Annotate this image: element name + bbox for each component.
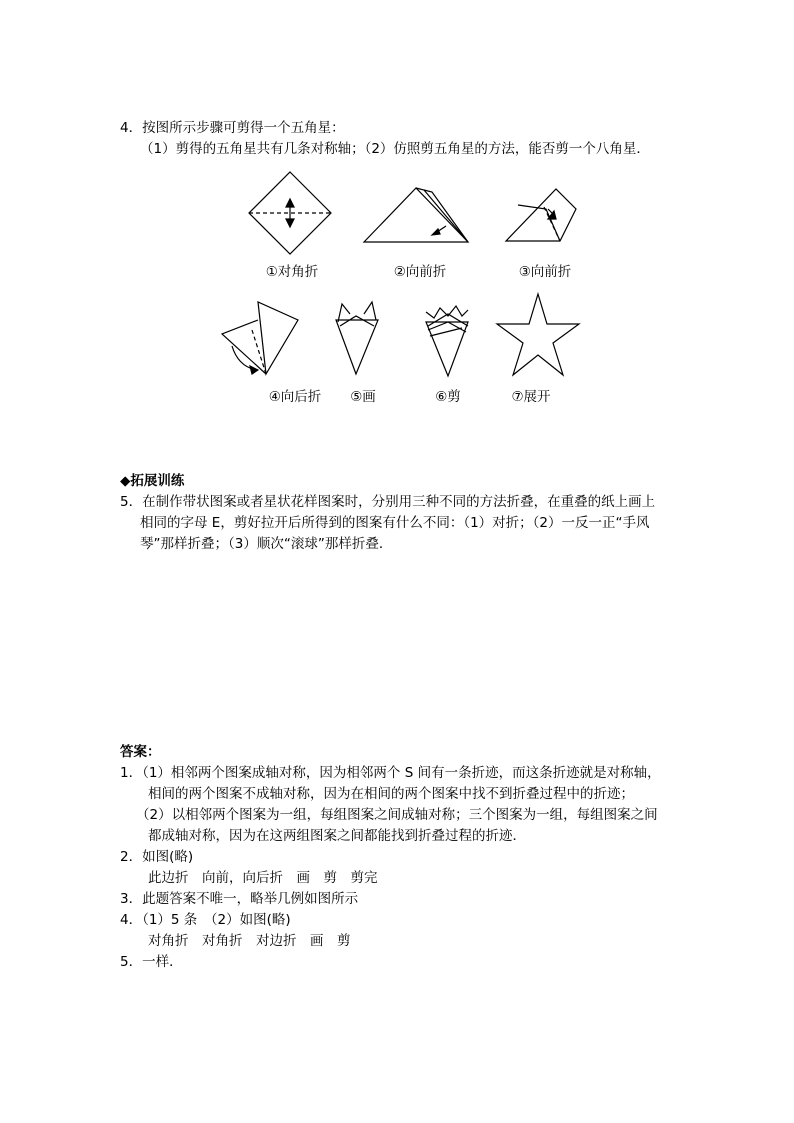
caption-step7: ⑦展开 [511,389,551,405]
fold-step1-figure [248,171,332,255]
q4-line1: 4．按图所示步骤可剪得一个五角星： [120,120,345,136]
extension-heading: ◆拓展训练 [120,473,185,489]
fold-step5-figure [334,300,380,376]
q5-line1: 5．在制作带状图案或者星状花样图案时，分别用三种不同的方法折叠，在重叠的纸上画上 [120,494,656,510]
q5-line3: 琴”那样折叠；（3）顺次“滚球”那样折叠． [140,536,393,552]
q5-line2: 相同的字母 E，剪好拉开后所得到的图案有什么不同：（1）对折；（2）一反一正“手风 [140,515,650,531]
answer2-line2: 此边折 向前，向后折 画 剪 剪完 [148,870,378,886]
caption-step2: ②向前折 [393,264,447,280]
fold-step4-figure [218,300,300,376]
answer1-line1: 1．（1）相邻两个图案成轴对称，因为相邻两个 S 间有一条折迹，而这条折迹就是对称轴， [120,765,661,781]
fold-step6-figure [422,302,472,378]
answer2-line1: 2．如图(略) [120,849,194,865]
fold-step2-figure [362,186,470,244]
caption-step1: ①对角折 [265,264,319,280]
answers-heading: 答案： [120,744,161,760]
answer1-line3: （2）以相邻两个图案为一组，每组图案之间成轴对称；三个图案为一组，每组图案之间 [136,807,658,823]
q4-line2: （1）剪得的五角星共有几条对称轴；（2）仿照剪五角星的方法，能否剪一个八角星． [140,141,650,157]
answer4-line2: 对角折 对角折 对边折 画 剪 [148,933,351,949]
answer1-line4: 都成轴对称，因为在这两组图案之间都能找到折叠过程的折迹． [148,828,526,844]
answer3-line1: 3．此题答案不唯一，略举几例如图所示 [120,891,359,907]
caption-step5: ⑤画 [350,389,376,405]
answer5-line1: 5．一样． [120,954,183,970]
star-figure [496,293,580,377]
fold-step3-figure [504,187,578,243]
answer4-line1: 4．（1）5 条 （2）如图(略) [120,912,291,928]
caption-step4: ④向后折 [268,389,322,405]
caption-step6: ⑥剪 [435,389,461,405]
caption-step3: ③向前折 [518,264,572,280]
answer1-line2: 相间的两个图案不成轴对称，因为在相间的两个图案中找不到折叠过程中的折迹； [148,786,634,802]
